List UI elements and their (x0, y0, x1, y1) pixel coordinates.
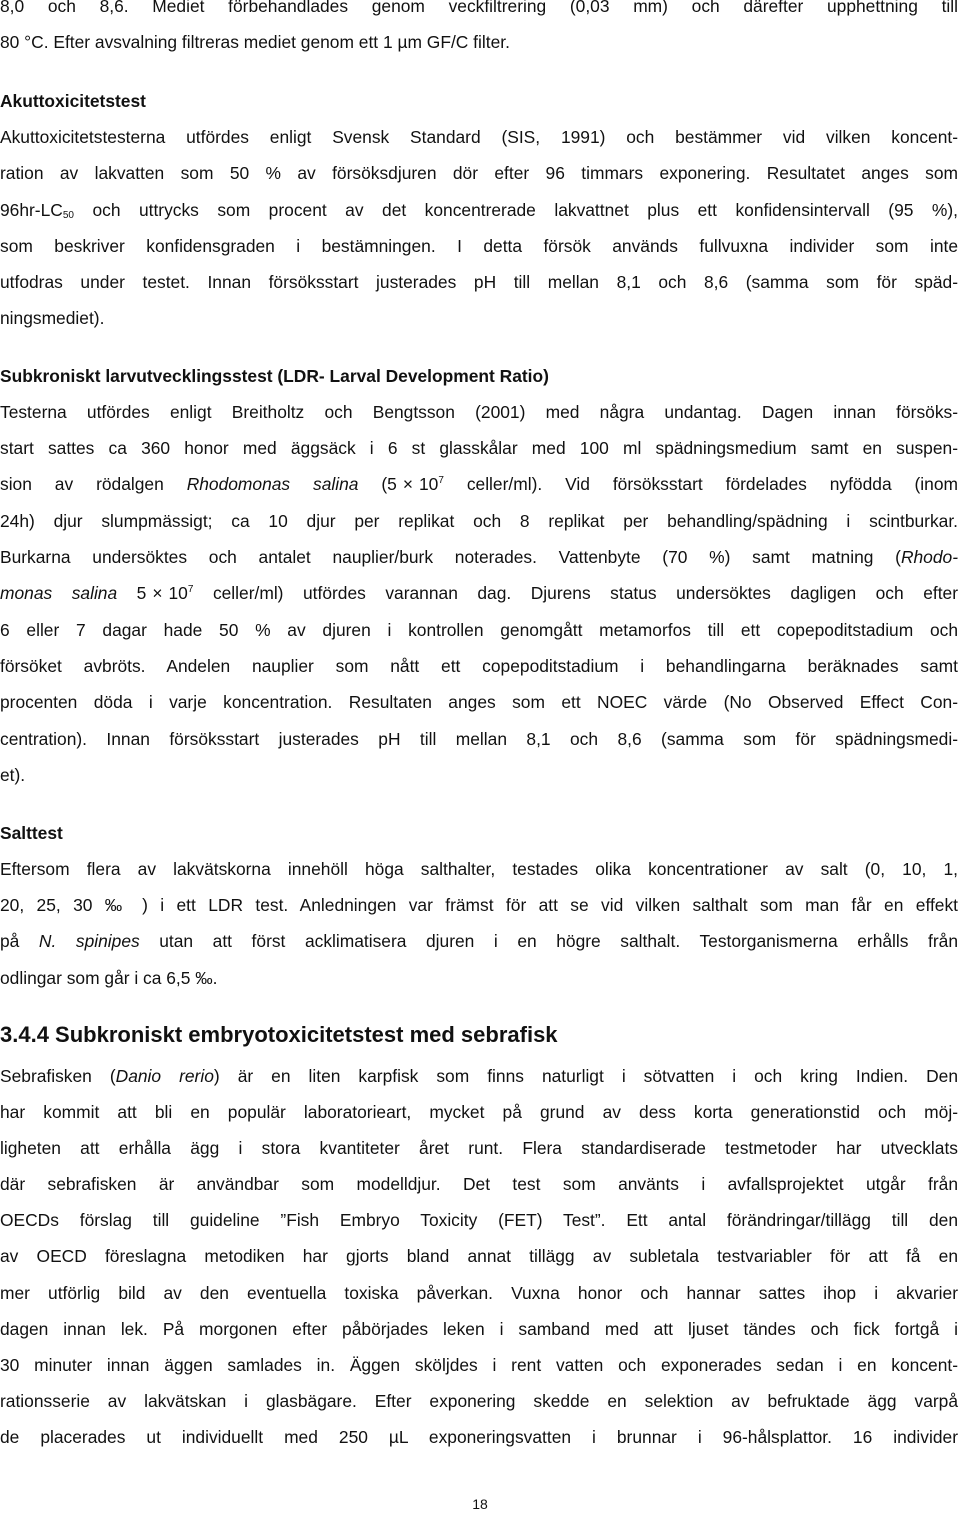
paragraph-line: Testerna utfördes enligt Breitholtz och Bengtsson (2001) med några undantag. Dagen innan försöks- (0, 402, 958, 422)
paragraph-text: ) är en liten karpfisk som finns naturligt i sötvatten i och kring Indien. Den (213, 1066, 959, 1086)
paragraph-line: av OECD föreslagna metodiken har gjorts bland annat tillägg av subletala testvariabler för att få en (0, 1246, 958, 1266)
paragraph-text: 10 (419, 474, 439, 494)
paragraph-line: start sattes ca 360 honor med äggsäck i 6 st glasskålar med 100 ml spädningsmedium samt en suspen- (0, 438, 958, 458)
lc50-label: 96hr-LC (0, 200, 63, 220)
paragraph-line: ningsmediet). (0, 308, 105, 328)
paragraph-line: ration av lakvatten som 50 % av försöksdjuren dör efter 96 timmars exponering. Resultatet anges som (0, 163, 958, 183)
species-name: monas salina (0, 583, 118, 603)
exponent: 7 (438, 475, 444, 486)
paragraph-line: där sebrafisken är användbar som modelldjur. Det test som använts i avfallsprojektet utgår från (0, 1174, 958, 1194)
multiply-sign: × (152, 583, 163, 603)
paragraph-line (0, 198, 958, 222)
paragraph-line (0, 545, 958, 569)
species-name: N. spinipes (38, 931, 140, 951)
paragraph-text: Sebrafisken ( (0, 1066, 116, 1086)
paragraph-line (0, 1064, 958, 1088)
paragraph-line: försöket avbröts. Andelen nauplier som nått ett copepoditstadium i behandlingarna beräknades samt (0, 656, 958, 676)
section-heading-sebrafisk: 3.4.4 Subkroniskt embryotoxicitetstest med sebrafisk (0, 1022, 558, 1047)
paragraph-text: 5 (117, 583, 147, 603)
paragraph-line (0, 581, 958, 605)
paragraph-text: celler/ml) utfördes varannan dag. Djurens status undersöktes dagligen och efter (193, 583, 958, 603)
section-heading-akuttoxicitetstest: Akuttoxicitetstest (0, 91, 146, 111)
species-name: Rhodo- (900, 547, 958, 567)
paragraph-line: odlingar som går i ca 6,5 ‰. (0, 968, 218, 988)
paragraph-text: och uttrycks som procent av det koncentrerade lakvattnet plus ett konfidensintervall (95 %), (73, 200, 958, 220)
paragraph-text: (5 (358, 474, 397, 494)
paragraph-line: OECDs förslag till guideline ”Fish Embryo Toxicity (FET) Test”. Ett antal förändringar/tillägg till den (0, 1210, 958, 1230)
paragraph-line: Eftersom flera av lakvätskorna innehöll höga salthalter, testades olika koncentrationer av salt (0, 10, 1, (0, 859, 958, 879)
species-name: Danio rerio (115, 1066, 214, 1086)
paragraph-line: 20, 25, 30 ‰ ) i ett LDR test. Anledningen var främst för att se vid vilken salthalt som man får en effekt (0, 895, 958, 915)
paragraph-text: på (0, 931, 39, 951)
paragraph-text: sion av rödalgen (0, 474, 187, 494)
paragraph-text: Burkarna undersöktes och antalet nauplier/burk noterades. Vattenbyte (70 %) samt matning ( (0, 547, 901, 567)
paragraph-line: procenten döda i varje koncentration. Resultaten anges som ett NOEC värde (No Observed Effect Con- (0, 692, 958, 712)
section-heading-salttest: Salttest (0, 823, 63, 843)
intro-line-2: 80 °C. Efter avsvalning filtreras mediet genom ett 1 µm GF/C filter. (0, 32, 510, 52)
paragraph-text: 10 (168, 583, 188, 603)
paragraph-line: 6 eller 7 dagar hade 50 % av djuren i kontrollen genomgått metamorfos till ett copepoditstadium och (0, 620, 958, 640)
paragraph-line: har kommit att bli en populär laboratorieart, mycket på grund av dess korta generationstid och möj- (0, 1102, 958, 1122)
section-heading-ldr: Subkroniskt larvutvecklingsstest (LDR- Larval Development Ratio) (0, 366, 549, 386)
multiply-sign: × (402, 474, 414, 494)
intro-line-1: 8,0 och 8,6. Mediet förbehandlades genom veckfiltrering (0,03 mm) och därefter upphettning till (0, 0, 958, 16)
paragraph-line: centration). Innan försöksstart justerades pH till mellan 8,1 och 8,6 (samma som för spädningsmedi- (0, 729, 958, 749)
exponent: 7 (187, 584, 194, 595)
species-name: Rhodomonas salina (186, 474, 359, 494)
paragraph-line: som beskriver konfidensgraden i bestämningen. I detta försök används fullvuxna individer som inte (0, 236, 958, 256)
paragraph-line: dagen innan lek. På morgonen efter påbörjades leken i samband med att ljuset tändes och fick fortgå i (0, 1319, 958, 1339)
paragraph-line: 30 minuter innan äggen samlades in. Äggen sköljdes i rent vatten och exponerades sedan i en koncent- (0, 1355, 958, 1375)
paragraph-line: Akuttoxicitetstesterna utfördes enligt Svensk Standard (SIS, 1991) och bestämmer vid vilken koncent- (0, 127, 958, 147)
paragraph-line: rationsserie av lakvätskan i glasbägare. Efter exponering skedde en selektion av befruktade ägg varpå (0, 1391, 958, 1411)
page-number: 18 (472, 1496, 488, 1512)
paragraph-line: 24h) djur slumpmässigt; ca 10 djur per replikat och 8 replikat per behandling/spädning i scintburkar. (0, 511, 958, 531)
paragraph-line: de placerades ut individuellt med 250 µL exponeringsvatten i brunnar i 96-hålsplattor. 16 individer (0, 1427, 958, 1447)
lc50-subscript: 50 (62, 210, 74, 221)
paragraph-line (0, 929, 958, 953)
paragraph-line: mer utförlig bild av den eventuella toxiska påverkan. Vuxna honor och hannar sattes ihop i akvarier (0, 1283, 958, 1303)
paragraph-line: utfodras under testet. Innan försöksstart justerades pH till mellan 8,1 och 8,6 (samma som för späd- (0, 272, 958, 292)
paragraph-text: utan att först acklimatisera djuren i en högre salthalt. Testorganismerna erhålls från (139, 931, 958, 951)
paragraph-text: celler/ml). Vid försöksstart fördelades nyfödda (inom (443, 474, 959, 494)
paragraph-line: et). (0, 765, 26, 785)
paragraph-line (0, 472, 958, 496)
paragraph-line: ligheten att erhålla ägg i stora kvantiteter året runt. Flera standardiserade testmetoder har utvecklats (0, 1138, 958, 1158)
